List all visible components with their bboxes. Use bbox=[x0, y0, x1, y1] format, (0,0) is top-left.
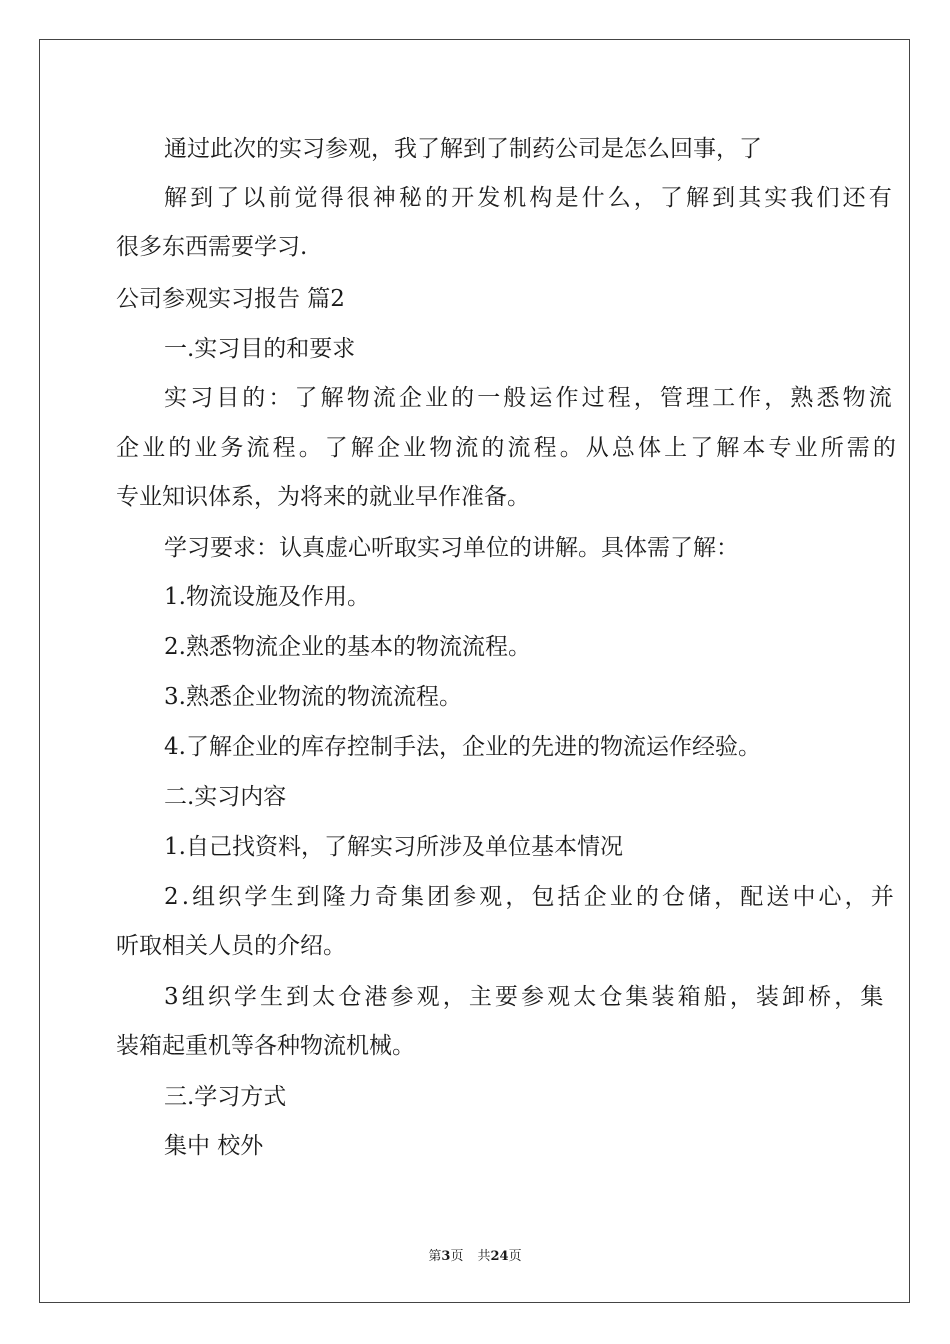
list-item: 3.熟悉企业物流的物流流程。 bbox=[164, 684, 462, 710]
section-heading: 三.学习方式 bbox=[164, 1084, 287, 1110]
paragraph-line: 解到了以前觉得很神秘的开发机构是什么，了解到其实我们还有 bbox=[164, 185, 895, 211]
list-item: 1.自己找资料，了解实习所涉及单位基本情况 bbox=[164, 834, 623, 860]
list-item: 4.了解企业的库存控制手法，企业的先进的物流运作经验。 bbox=[164, 734, 761, 760]
page-number: 3 bbox=[441, 1249, 451, 1264]
paragraph-line: 装箱起重机等各种物流机械。 bbox=[116, 1033, 415, 1059]
page-footer bbox=[0, 1248, 950, 1266]
section-title: 公司参观实习报告 篇2 bbox=[116, 286, 345, 312]
paragraph-line: 学习要求：认真虚心听取实习单位的讲解。具体需了解： bbox=[164, 535, 739, 561]
paragraph-line: 很多东西需要学习. bbox=[116, 234, 308, 260]
paragraph-line: 集中 校外 bbox=[164, 1133, 264, 1159]
total-prefix: 共 bbox=[477, 1249, 491, 1264]
total-pages: 24 bbox=[490, 1249, 509, 1264]
paragraph-line: 通过此次的实习参观，我了解到了制药公司是怎么回事，了 bbox=[164, 136, 762, 162]
paragraph-line: 听取相关人员的介绍。 bbox=[116, 933, 346, 959]
page-border bbox=[39, 39, 910, 1303]
section-heading: 二.实习内容 bbox=[164, 784, 287, 810]
total-suffix: 页 bbox=[508, 1249, 522, 1264]
page-prefix: 第 bbox=[428, 1249, 442, 1264]
paragraph-line: 实习目的：了解物流企业的一般运作过程，管理工作，熟悉物流 bbox=[164, 385, 895, 411]
list-item: 1.物流设施及作用。 bbox=[164, 584, 370, 610]
section-heading: 一.实习目的和要求 bbox=[164, 336, 356, 362]
list-item: 3组织学生到太仓港参观，主要参观太仓集装箱船，装卸桥，集 bbox=[164, 984, 887, 1010]
list-item: 2.组织学生到隆力奇集团参观，包括企业的仓储，配送中心，并 bbox=[164, 884, 897, 910]
page-suffix: 页 bbox=[450, 1249, 464, 1264]
paragraph-line: 企业的业务流程。了解企业物流的流程。从总体上了解本专业所需的 bbox=[116, 435, 899, 461]
paragraph-line: 专业知识体系，为将来的就业早作准备。 bbox=[116, 484, 530, 510]
list-item: 2.熟悉物流企业的基本的物流流程。 bbox=[164, 634, 531, 660]
